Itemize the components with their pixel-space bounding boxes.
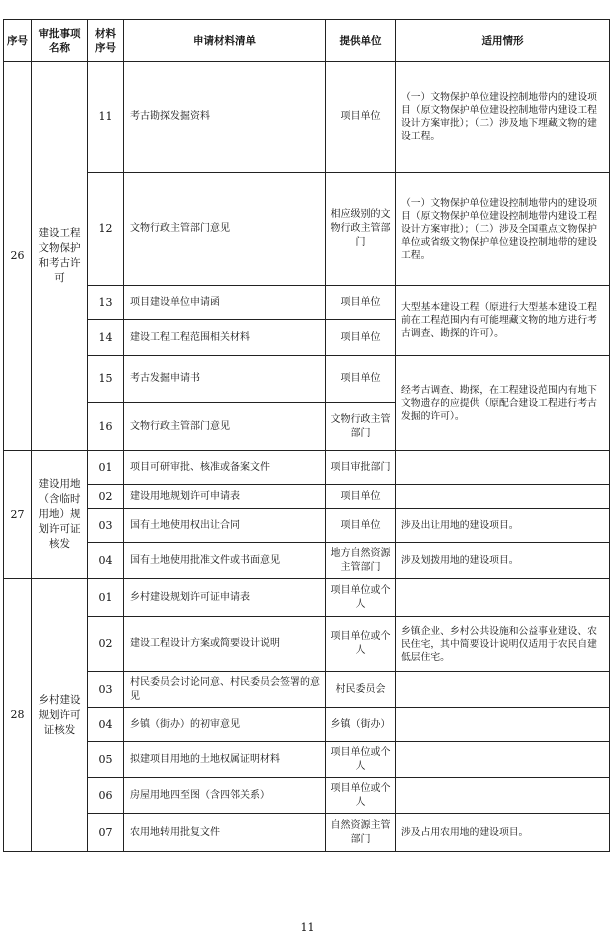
material-no: 13 — [88, 286, 124, 320]
scenario — [396, 485, 610, 509]
material-no: 02 — [88, 485, 124, 509]
material-name: 项目建设单位申请函 — [124, 286, 326, 320]
table-row — [4, 742, 610, 778]
material-name: 国有土地使用权出让合同 — [124, 509, 326, 543]
table-row — [4, 62, 610, 173]
provider: 项目单位 — [326, 320, 396, 356]
table-row — [4, 543, 610, 579]
provider: 项目单位 — [326, 356, 396, 403]
table-row — [4, 356, 610, 403]
material-name: 乡村建设规划许可证申请表 — [124, 579, 326, 617]
header-provider: 提供单位 — [326, 20, 396, 62]
scenario: 涉及占用农用地的建设项目。 — [396, 814, 610, 852]
materials-table — [3, 19, 610, 852]
table-row — [4, 778, 610, 814]
material-no: 03 — [88, 509, 124, 543]
group-item-name: 乡村建设规划许可证核发 — [32, 579, 88, 852]
header-item-name: 审批事项名称 — [32, 20, 88, 62]
scenario: （一）文物保护单位建设控制地带内的建设项目（原文物保护单位建设控制地带内建设工程设计方案审批）；（二）涉及全国重点文物保护单位或省级文物保护单位建设控制地带的建设工程。 — [396, 173, 610, 286]
table-header-row — [4, 20, 610, 62]
scenario — [396, 451, 610, 485]
material-no: 06 — [88, 778, 124, 814]
table-row — [4, 617, 610, 672]
scenario — [396, 672, 610, 708]
material-no: 03 — [88, 672, 124, 708]
material-no: 02 — [88, 617, 124, 672]
material-name: 村民委员会讨论同意、村民委员会签署的意见 — [124, 672, 326, 708]
table-row — [4, 672, 610, 708]
material-no: 14 — [88, 320, 124, 356]
material-name: 拟建项目用地的土地权属证明材料 — [124, 742, 326, 778]
header-material-seq: 材料序号 — [88, 20, 124, 62]
material-name: 农用地转用批复文件 — [124, 814, 326, 852]
header-scenario: 适用情形 — [396, 20, 610, 62]
scenario: 涉及出让用地的建设项目。 — [396, 509, 610, 543]
material-no: 15 — [88, 356, 124, 403]
table-row — [4, 509, 610, 543]
table-row — [4, 451, 610, 485]
table-row — [4, 286, 610, 320]
scenario: 大型基本建设工程（原进行大型基本建设工程前在工程范围内有可能埋藏文物的地方进行考古调查、勘探的许可）。 — [396, 286, 610, 356]
table-row — [4, 814, 610, 852]
scenario: 经考古调查、勘探，在工程建设范围内有地下文物遗存的应提供（原配合建设工程进行考古发掘的许可）。 — [396, 356, 610, 451]
table-row — [4, 579, 610, 617]
group-item-name: 建设用地（含临时用地）规划许可证核发 — [32, 451, 88, 579]
material-name: 建设工程工程范围相关材料 — [124, 320, 326, 356]
provider: 自然资源主管部门 — [326, 814, 396, 852]
material-name: 乡镇（街办）的初审意见 — [124, 708, 326, 742]
material-name: 房屋用地四至图（含四邻关系） — [124, 778, 326, 814]
group-seq: 28 — [4, 579, 32, 852]
scenario: 涉及划拨用地的建设项目。 — [396, 543, 610, 579]
group-item-name: 建设工程文物保护和考古许可 — [32, 62, 88, 451]
scenario: （一）文物保护单位建设控制地带内的建设项目（原文物保护单位建设控制地带内建设工程设计方案审批）；（二）涉及地下埋藏文物的建设工程。 — [396, 62, 610, 173]
provider: 项目单位或个人 — [326, 742, 396, 778]
material-name: 国有土地使用批准文件或书面意见 — [124, 543, 326, 579]
material-no: 11 — [88, 62, 124, 173]
material-no: 12 — [88, 173, 124, 286]
material-no: 07 — [88, 814, 124, 852]
provider: 项目单位 — [326, 509, 396, 543]
material-name: 考古发掘申请书 — [124, 356, 326, 403]
scenario — [396, 778, 610, 814]
group-seq: 26 — [4, 62, 32, 451]
provider: 项目单位或个人 — [326, 778, 396, 814]
table-row — [4, 485, 610, 509]
material-no: 04 — [88, 543, 124, 579]
scenario — [396, 579, 610, 617]
material-no: 04 — [88, 708, 124, 742]
header-material-list: 申请材料清单 — [124, 20, 326, 62]
material-name: 考古勘探发掘资料 — [124, 62, 326, 173]
material-no: 01 — [88, 579, 124, 617]
material-no: 16 — [88, 403, 124, 451]
provider: 地方自然资源主管部门 — [326, 543, 396, 579]
provider: 项目审批部门 — [326, 451, 396, 485]
provider: 乡镇（街办） — [326, 708, 396, 742]
material-name: 项目可研审批、核准或备案文件 — [124, 451, 326, 485]
scenario — [396, 742, 610, 778]
scenario — [396, 708, 610, 742]
provider: 项目单位 — [326, 286, 396, 320]
provider: 项目单位或个人 — [326, 579, 396, 617]
scenario: 乡镇企业、乡村公共设施和公益事业建设、农民住宅，其中简要设计说明仅适用于农民自建低层住宅。 — [396, 617, 610, 672]
material-name: 建设用地规划许可申请表 — [124, 485, 326, 509]
material-no: 05 — [88, 742, 124, 778]
material-name: 文物行政主管部门意见 — [124, 173, 326, 286]
table-row — [4, 173, 610, 286]
page-number: 11 — [300, 921, 315, 934]
material-name: 文物行政主管部门意见 — [124, 403, 326, 451]
provider: 文物行政主管部门 — [326, 403, 396, 451]
material-no: 01 — [88, 451, 124, 485]
table-row — [4, 708, 610, 742]
group-seq: 27 — [4, 451, 32, 579]
provider: 村民委员会 — [326, 672, 396, 708]
material-name: 建设工程设计方案或简要设计说明 — [124, 617, 326, 672]
provider: 项目单位 — [326, 485, 396, 509]
provider: 项目单位 — [326, 62, 396, 173]
header-seq: 序号 — [4, 20, 32, 62]
provider: 项目单位或个人 — [326, 617, 396, 672]
provider: 相应级别的文物行政主管部门 — [326, 173, 396, 286]
